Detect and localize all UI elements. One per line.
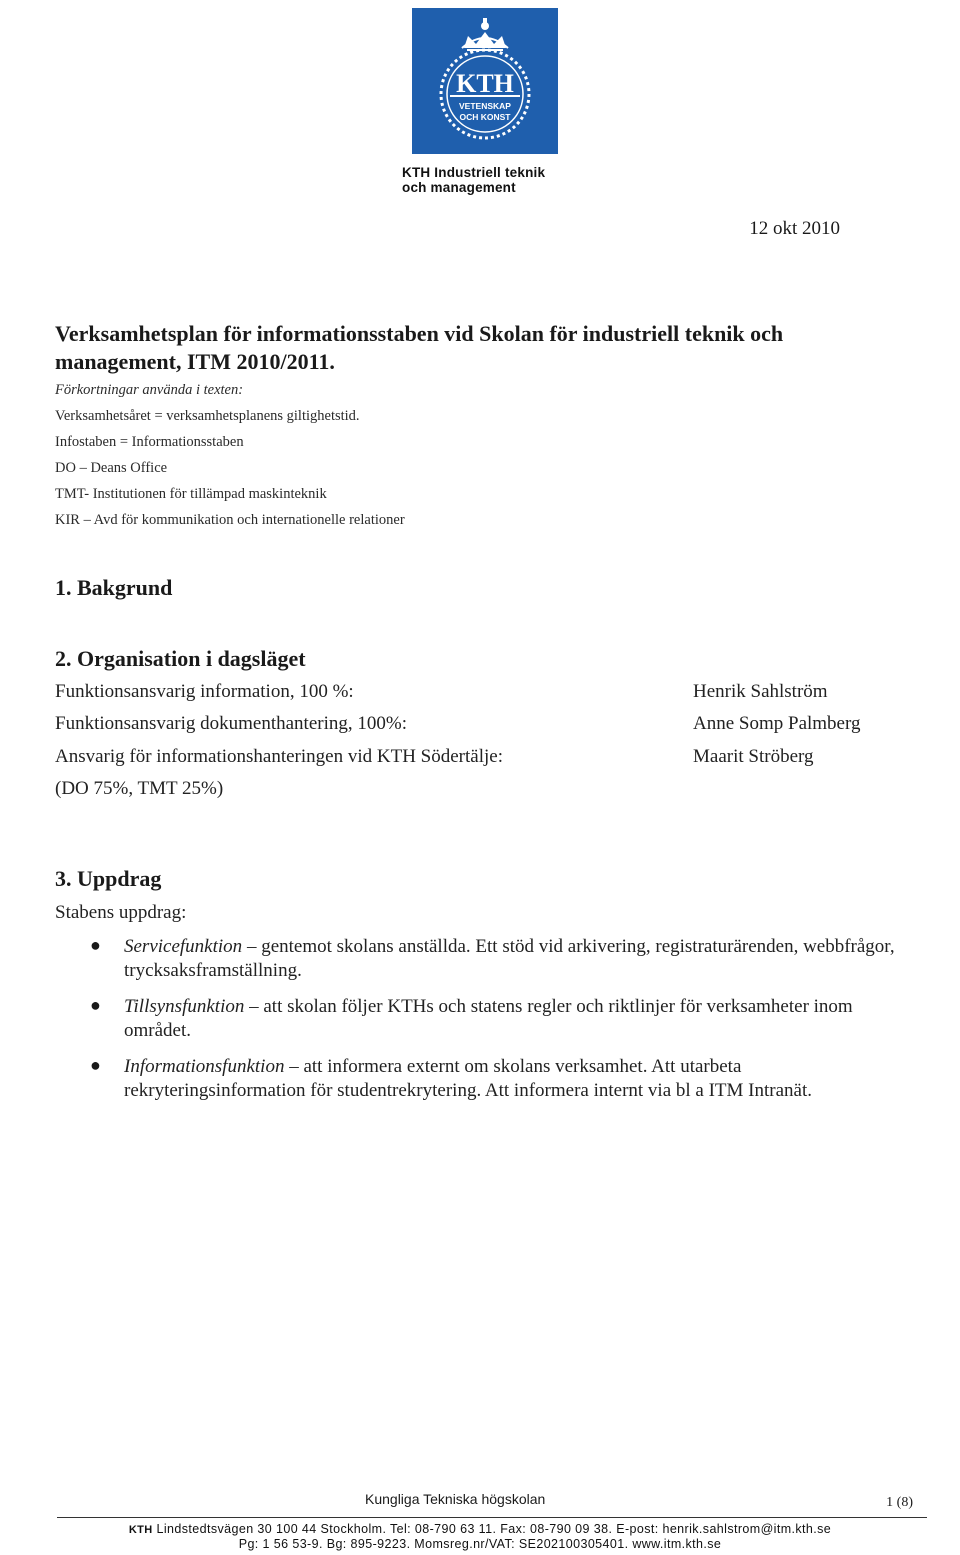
- abbreviations-heading: Förkortningar använda i texten:: [55, 382, 244, 398]
- org-role: Funktionsansvarig information, 100 %:: [55, 681, 354, 702]
- list-item: [124, 995, 904, 1043]
- footer-kth: KTH: [128, 1524, 153, 1536]
- logo-caption-line-1: KTH Industriell teknik: [402, 165, 546, 180]
- footer-address-text: Lindstedtsvägen 30 100 44 Stockholm. Tel: 08-790 63 11. Fax: 08-790 09 38. E-post: henrik.sahlstrom@itm.kth.se: [152, 1522, 832, 1536]
- page-number: 1 (8): [886, 1495, 913, 1510]
- logo-caption-line-2: och management: [402, 180, 516, 195]
- section-heading-organisation: 2. Organisation i dagsläget: [55, 646, 306, 671]
- org-person: Henrik Sahlström: [693, 681, 828, 702]
- list-item-term: Tillsynsfunktion: [124, 996, 245, 1017]
- kth-emblem-icon: [412, 8, 558, 154]
- list-item: [124, 1055, 904, 1103]
- logo-caption: [402, 165, 582, 195]
- footer-address: [0, 1522, 960, 1536]
- section-heading-bakgrund: 1. Bakgrund: [55, 575, 173, 600]
- logo-motto-1: VETENSKAP: [459, 101, 511, 111]
- org-role: Funktionsansvarig dokumenthantering, 100%:: [55, 713, 407, 734]
- footer-organization: Kungliga Tekniska högskolan: [365, 1491, 546, 1507]
- list-item-text: – att informera externt om skolans verksamhet. Att utarbeta rekryteringsinformation för studentrekrytering. Att informera internt via bl a ITM Intranät.: [124, 1056, 813, 1101]
- kth-logo: [412, 8, 558, 154]
- list-item-term: Servicefunktion: [124, 936, 243, 957]
- abbreviation-item: KIR – Avd för kommunikation och internationelle relationer: [55, 512, 405, 528]
- org-role: Ansvarig för informationshanteringen vid KTH Södertälje:: [55, 746, 503, 767]
- org-note: (DO 75%, TMT 25%): [55, 778, 224, 799]
- footer-registration: Pg: 1 56 53-9. Bg: 895-9223. Momsreg.nr/VAT: SE202100305401. www.itm.kth.se: [238, 1537, 722, 1551]
- abbreviation-item: Infostaben = Informationsstaben: [55, 434, 244, 450]
- section-heading-uppdrag: 3. Uppdrag: [55, 866, 162, 891]
- list-item-term: Informationsfunktion: [124, 1056, 285, 1077]
- staff-assignment-label: Stabens uppdrag:: [55, 902, 187, 923]
- bullet-icon: ●: [90, 1055, 101, 1075]
- logo-word: KTH: [456, 69, 514, 98]
- abbreviation-item: Verksamhetsåret = verksamhetsplanens giltighetstid.: [55, 408, 360, 424]
- list-item: [124, 935, 904, 983]
- logo-motto-2: OCH KONST: [459, 112, 511, 122]
- abbreviation-item: DO – Deans Office: [55, 460, 168, 476]
- list-item-text: – att skolan följer KTHs och statens regler och riktlinjer för verksamheter inom området.: [124, 996, 853, 1041]
- list-item-text: – gentemot skolans anställda. Ett stöd vid arkivering, registraturärenden, webbfrågor, trycksaksframställning.: [124, 936, 895, 981]
- document-title: Verksamhetsplan för informationsstaben vid Skolan för industriell teknik och management, ITM 2010/2011.: [55, 321, 784, 374]
- document-date: 12 okt 2010: [749, 218, 840, 239]
- footer-divider: [57, 1517, 927, 1518]
- abbreviation-item: TMT- Institutionen för tillämpad maskinteknik: [55, 486, 327, 502]
- org-person: Maarit Ströberg: [693, 746, 814, 767]
- bullet-icon: ●: [90, 995, 101, 1015]
- org-person: Anne Somp Palmberg: [693, 713, 861, 734]
- bullet-icon: ●: [90, 935, 101, 955]
